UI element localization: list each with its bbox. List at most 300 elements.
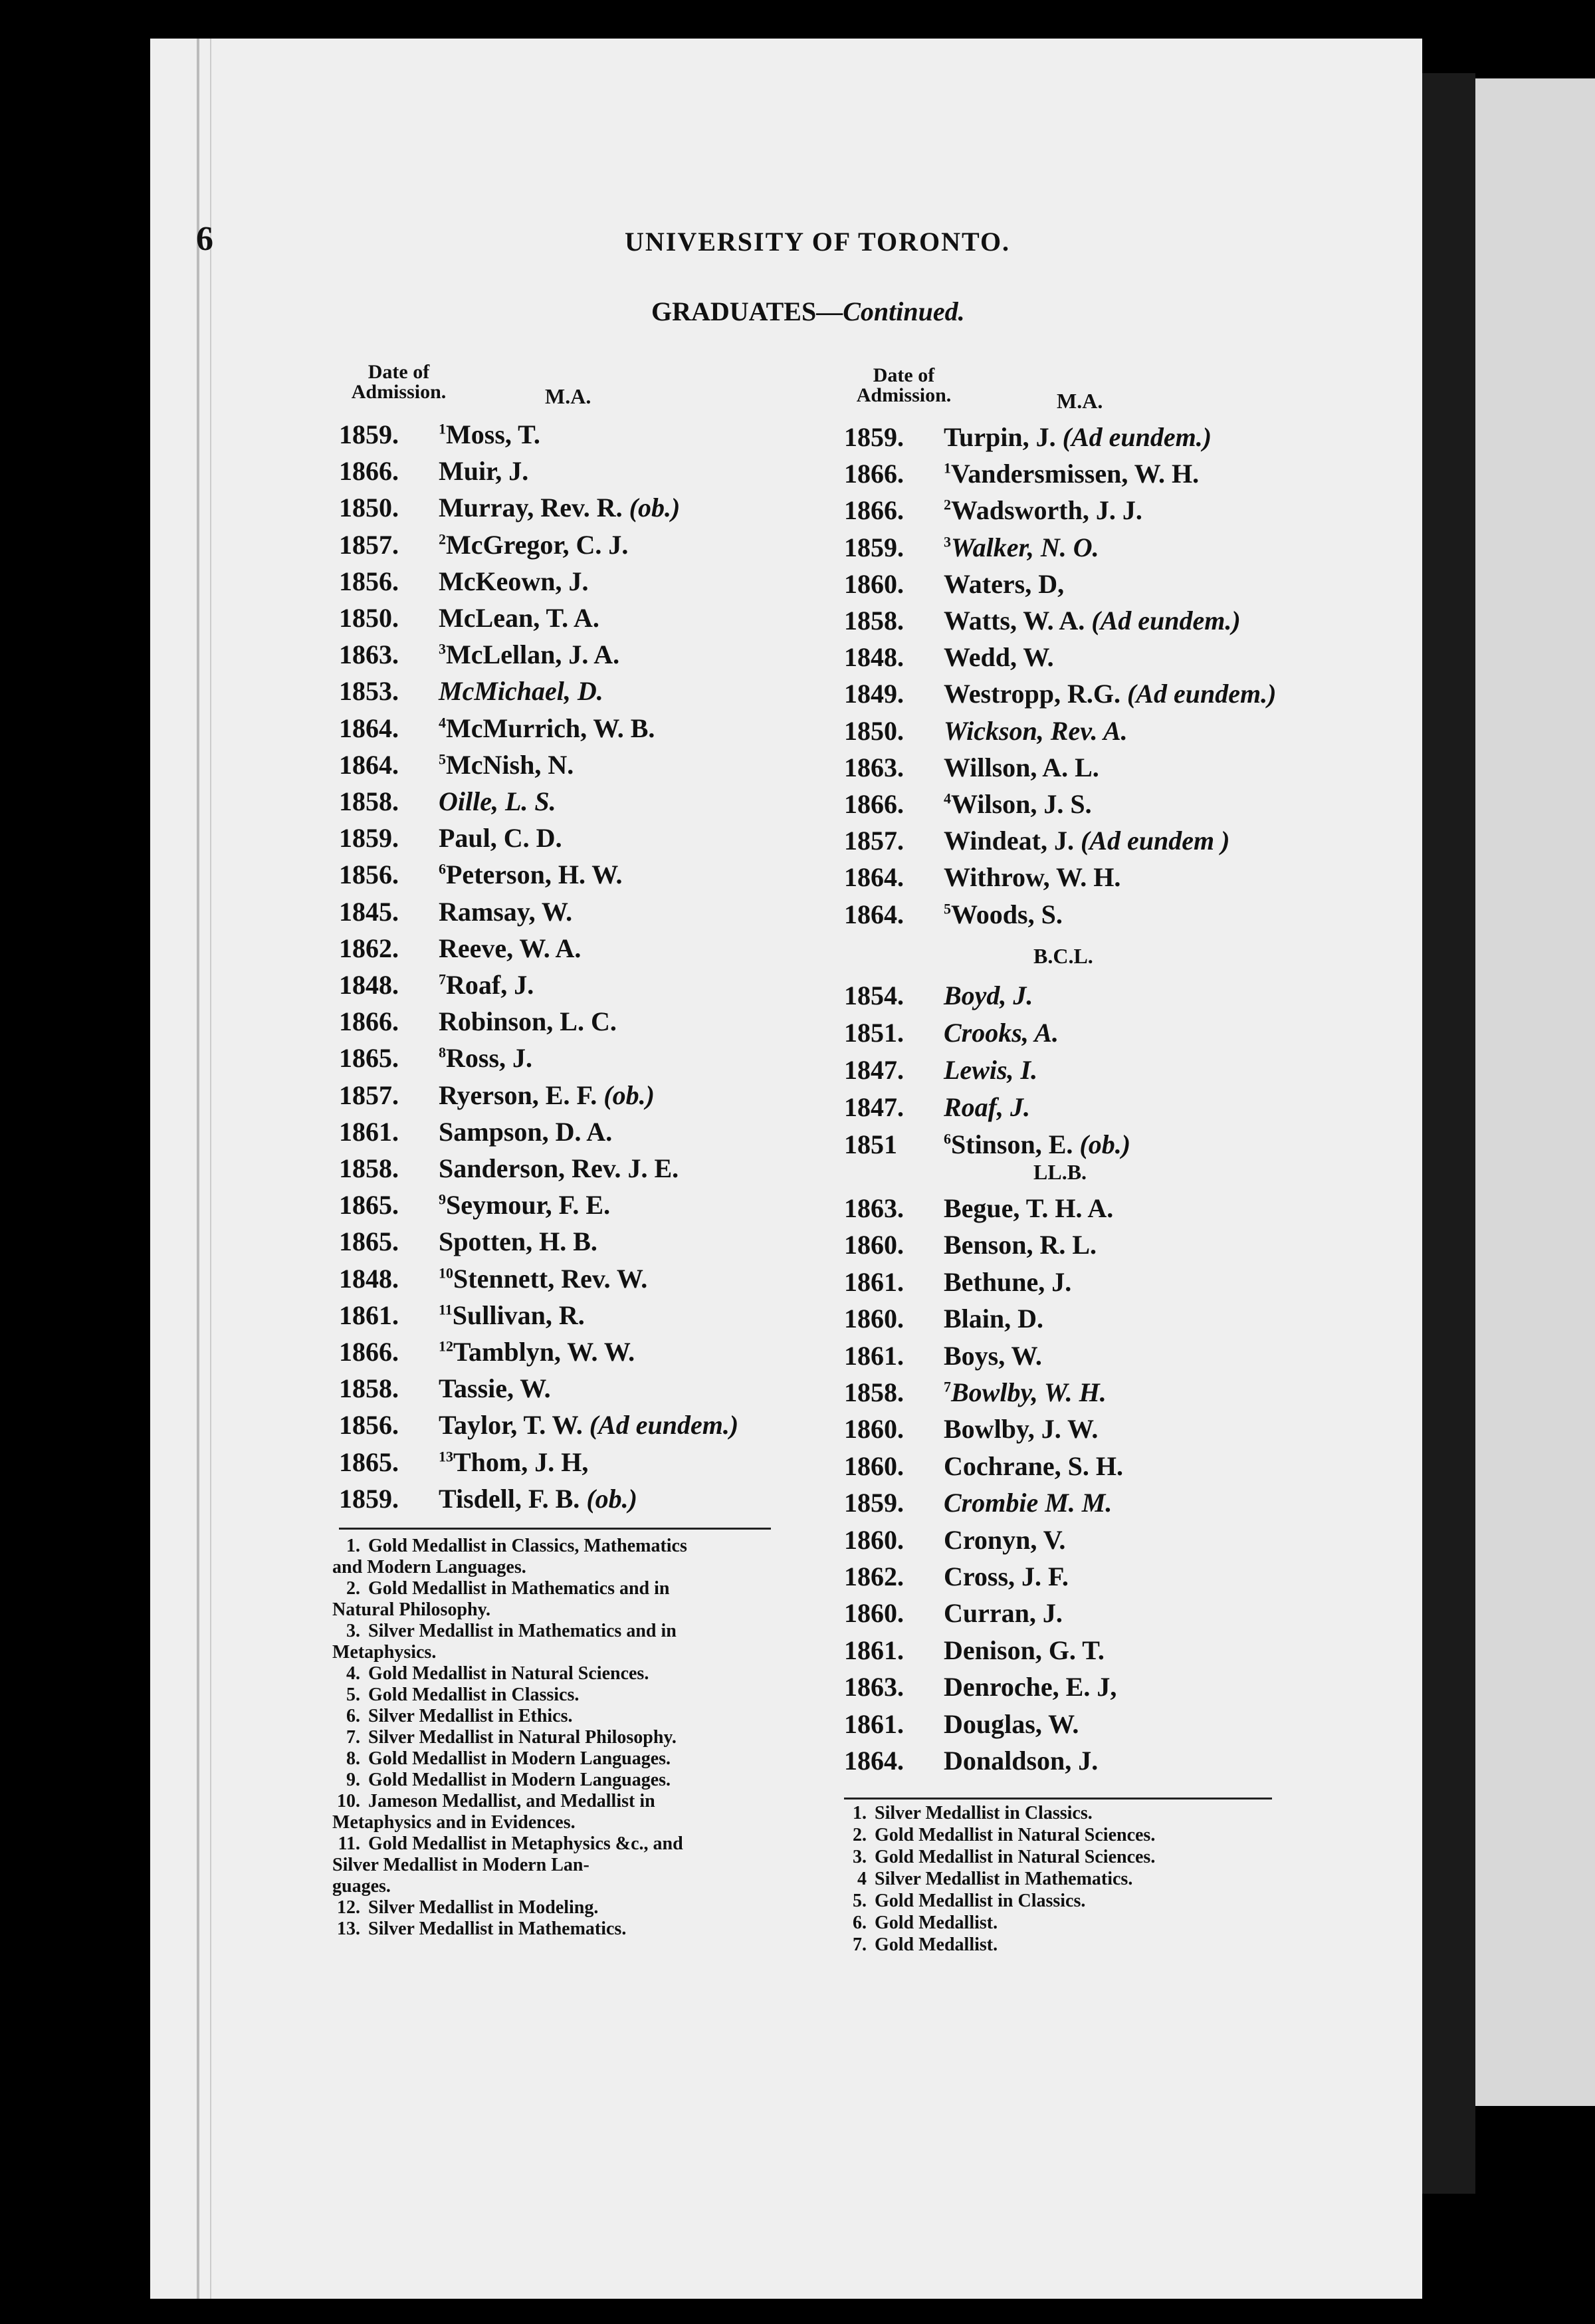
section-title-italic: Continued. xyxy=(843,296,965,326)
footnote-number: 6. xyxy=(346,1706,360,1726)
graduate-name: Moss, T. xyxy=(446,419,540,449)
footnote-mark: 2 xyxy=(439,530,446,548)
list-item xyxy=(339,491,680,525)
degree-note: (Ad eundem.) xyxy=(1091,606,1241,636)
footnote-mark: 3 xyxy=(944,533,951,550)
admission-year: 1858. xyxy=(339,1153,399,1183)
footnote-mark: 10 xyxy=(439,1264,453,1282)
footnote-mark: 5 xyxy=(439,751,446,768)
list-item xyxy=(339,931,581,966)
list-item xyxy=(844,860,1120,895)
list-item xyxy=(844,1449,1123,1484)
graduate-name: Bowlby, J. W. xyxy=(944,1414,1099,1445)
degree-note: (ob.) xyxy=(586,1483,637,1514)
list-item xyxy=(339,784,556,819)
footnote-text: Silver Medallist in Modern Lan- xyxy=(332,1855,589,1875)
list-item xyxy=(844,1090,1030,1125)
admission-year: 1863. xyxy=(844,1672,904,1702)
graduate-name: Walker, N. O. xyxy=(951,532,1099,562)
footnote-line xyxy=(332,1918,626,1940)
admission-year: 1850. xyxy=(339,493,399,523)
admission-year: 1859. xyxy=(339,823,399,854)
footnote-line xyxy=(332,1770,671,1791)
admission-year: 1858. xyxy=(844,606,904,636)
footnote-text: Gold Medallist. xyxy=(875,1934,998,1955)
footnote-line xyxy=(839,1825,1155,1846)
graduate-name: Curran, J. xyxy=(944,1598,1063,1629)
list-item xyxy=(844,1228,1097,1262)
footnote-line xyxy=(332,1833,683,1855)
list-item xyxy=(844,1670,1116,1704)
degree-note: (Ad eundem ) xyxy=(1080,826,1230,856)
list-item xyxy=(339,1298,585,1333)
list-item xyxy=(844,979,1033,1013)
graduate-name: Westropp, R.G. xyxy=(944,679,1120,709)
admission-year: 1845. xyxy=(339,896,399,927)
admission-year: 1860. xyxy=(844,1414,904,1445)
section-title xyxy=(651,296,965,327)
graduate-name: Roaf, J. xyxy=(944,1092,1030,1122)
admission-year: 1847. xyxy=(844,1092,904,1122)
admission-year: 1850. xyxy=(844,715,904,746)
footnote-line xyxy=(332,1599,490,1621)
footnote-line xyxy=(839,1913,998,1934)
right-column-header xyxy=(844,366,964,406)
list-item xyxy=(844,1302,1043,1336)
bcl-heading: B.C.L. xyxy=(1033,944,1093,968)
footnote-line xyxy=(332,1578,669,1599)
page-number: 6 xyxy=(196,220,213,258)
list-item xyxy=(339,895,572,929)
admission-year: 1858. xyxy=(339,1373,399,1404)
list-item xyxy=(339,1151,679,1186)
footnote-number: 13. xyxy=(337,1918,360,1939)
book-spine-shadow xyxy=(1422,73,1475,2194)
admission-year: 1865. xyxy=(339,1043,399,1074)
right-head-date: Date of xyxy=(873,364,935,386)
list-item xyxy=(844,640,1054,675)
graduate-name: Ross, J. xyxy=(446,1043,533,1074)
graduate-name: Lewis, I. xyxy=(944,1055,1038,1085)
list-item xyxy=(844,824,1229,858)
footnote-number: 3. xyxy=(346,1621,360,1641)
footnote-number: 2. xyxy=(346,1578,360,1599)
right-head-degree: M.A. xyxy=(1057,389,1103,413)
list-item xyxy=(844,567,1064,602)
footnote-mark: 6 xyxy=(439,861,446,878)
graduate-name: Donaldson, J. xyxy=(944,1746,1099,1776)
graduate-name: Reeve, W. A. xyxy=(439,933,582,963)
footnote-line xyxy=(332,1876,391,1897)
graduate-name: Peterson, H. W. xyxy=(446,860,623,890)
list-item xyxy=(339,711,655,746)
list-item xyxy=(844,1523,1065,1558)
admission-year: 1859. xyxy=(844,1488,904,1518)
graduate-name: Wedd, W. xyxy=(944,642,1054,673)
list-item xyxy=(844,457,1199,491)
list-item xyxy=(844,1191,1113,1226)
graduate-name: Wadsworth, J. J. xyxy=(951,495,1142,526)
footnote-mark: 4 xyxy=(439,714,446,731)
degree-note: (ob.) xyxy=(629,493,681,523)
footnote-text: Gold Medallist in Modern Languages. xyxy=(368,1770,671,1790)
graduate-name: Murray, Rev. R. xyxy=(439,493,623,523)
list-item xyxy=(844,1560,1069,1594)
admission-year: 1860. xyxy=(844,1451,904,1481)
admission-year: 1848. xyxy=(339,970,399,1000)
admission-year: 1853. xyxy=(339,676,399,707)
footnote-mark: 11 xyxy=(439,1301,453,1318)
left-head-date: Date of xyxy=(368,361,430,383)
footnote-number: 11. xyxy=(338,1833,360,1854)
graduate-name: Sanderson, Rev. J. E. xyxy=(439,1153,679,1183)
list-item xyxy=(844,714,1128,749)
graduate-name: Watts, W. A. xyxy=(944,606,1085,636)
admission-year: 1859. xyxy=(339,1483,399,1514)
graduate-name: Sullivan, R. xyxy=(452,1300,585,1330)
footnote-mark: 6 xyxy=(944,1130,951,1147)
footnote-line xyxy=(839,1847,1155,1868)
footnote-number: 4. xyxy=(346,1663,360,1684)
graduate-name: Willson, A. L. xyxy=(944,752,1099,782)
graduate-name: McLellan, J. A. xyxy=(446,639,620,670)
list-item xyxy=(339,417,540,452)
admission-year: 1861. xyxy=(844,1340,904,1371)
list-item xyxy=(844,1486,1112,1520)
footnote-text: Jameson Medallist, and Medallist in xyxy=(368,1791,655,1811)
footnote-line xyxy=(332,1663,649,1685)
admission-year: 1860. xyxy=(844,1230,904,1260)
list-item xyxy=(844,1633,1105,1668)
graduate-name: Paul, C. D. xyxy=(439,823,562,854)
graduate-name: Stennett, Rev. W. xyxy=(453,1263,648,1294)
footnote-line xyxy=(332,1897,598,1918)
left-footnote-rule xyxy=(339,1528,771,1530)
graduate-name: McKeown, J. xyxy=(439,566,589,596)
footnote-line xyxy=(332,1642,436,1663)
footnote-text: Silver Medallist in Mathematics and in xyxy=(368,1621,677,1641)
list-item xyxy=(339,1115,612,1149)
footnote-text: Gold Medallist in Classics. xyxy=(368,1685,580,1705)
footnote-line xyxy=(839,1803,1093,1824)
graduate-name: Seymour, F. E. xyxy=(446,1190,611,1220)
list-item xyxy=(844,420,1212,455)
graduate-name: Thom, J. H, xyxy=(453,1447,589,1477)
admission-year: 1856. xyxy=(339,860,399,890)
list-item xyxy=(844,530,1099,565)
running-header: UNIVERSITY OF TORONTO. xyxy=(625,227,1011,257)
graduate-name: Cross, J. F. xyxy=(944,1562,1069,1591)
footnote-number: 4 xyxy=(857,1869,867,1889)
footnote-line xyxy=(332,1727,677,1748)
list-item xyxy=(844,1596,1063,1631)
admission-year: 1858. xyxy=(339,786,399,816)
list-item xyxy=(339,821,562,856)
graduate-name: Cochrane, S. H. xyxy=(944,1451,1123,1481)
admission-year: 1860. xyxy=(844,568,904,599)
graduate-name: Crombie M. M. xyxy=(944,1488,1113,1518)
graduate-name: Roaf, J. xyxy=(446,970,534,1000)
list-item xyxy=(339,564,589,599)
graduate-name: McLean, T. A. xyxy=(439,603,599,633)
footnote-number: 8. xyxy=(346,1748,360,1769)
list-item xyxy=(339,454,528,489)
list-item xyxy=(339,674,603,709)
admission-year: 1864. xyxy=(844,899,904,929)
admission-year: 1850. xyxy=(339,603,399,633)
admission-year: 1859. xyxy=(339,419,399,449)
footnote-text: Gold Medallist in Classics. xyxy=(875,1891,1086,1911)
graduate-name: Cronyn, V. xyxy=(944,1524,1066,1555)
admission-year: 1860. xyxy=(844,1598,904,1629)
graduate-name: McMichael, D. xyxy=(439,676,603,707)
degree-note: (Ad eundem.) xyxy=(1062,422,1212,452)
admission-year: 1863. xyxy=(339,639,399,670)
list-item xyxy=(844,1744,1098,1778)
degree-note: (Ad eundem.) xyxy=(1126,679,1277,709)
admission-year: 1848. xyxy=(339,1263,399,1294)
footnote-line xyxy=(332,1791,655,1812)
admission-year: 1851 xyxy=(844,1129,897,1159)
graduate-name: Windeat, J. xyxy=(944,826,1074,856)
admission-year: 1860. xyxy=(844,1524,904,1555)
footnote-number: 1. xyxy=(346,1536,360,1556)
degree-note: (ob.) xyxy=(1079,1129,1131,1159)
footnote-text: Metaphysics. xyxy=(332,1642,437,1663)
list-item xyxy=(339,1482,637,1516)
graduate-name: Wickson, Rev. A. xyxy=(944,715,1128,746)
list-item xyxy=(844,1127,1130,1162)
page-binding-line xyxy=(197,39,199,2299)
page-binding-line xyxy=(210,39,211,2299)
list-item xyxy=(339,1371,551,1406)
list-item xyxy=(339,1335,635,1369)
admission-year: 1854. xyxy=(844,981,904,1010)
graduate-name: Ramsay, W. xyxy=(439,896,573,927)
admission-year: 1858. xyxy=(844,1377,904,1407)
admission-year: 1865. xyxy=(339,1190,399,1220)
list-item xyxy=(339,1224,597,1259)
footnote-mark: 12 xyxy=(439,1337,453,1355)
graduate-name: Spotten, H. B. xyxy=(439,1226,597,1257)
admission-year: 1849. xyxy=(844,679,904,709)
footnote-mark: 1 xyxy=(944,459,951,477)
footnote-text: and Modern Languages. xyxy=(332,1557,526,1577)
admission-year: 1864. xyxy=(844,862,904,893)
graduate-name: Boyd, J. xyxy=(944,981,1033,1010)
footnote-number: 3. xyxy=(853,1847,867,1867)
footnote-text: Silver Medallist in Modeling. xyxy=(368,1897,599,1918)
admission-year: 1864. xyxy=(339,713,399,743)
graduate-name: Robinson, L. C. xyxy=(439,1006,617,1037)
admission-year: 1851. xyxy=(844,1018,904,1048)
admission-year: 1862. xyxy=(844,1562,904,1591)
list-item xyxy=(339,748,574,782)
footnote-line xyxy=(839,1891,1085,1912)
graduate-name: Woods, S. xyxy=(951,899,1063,929)
list-item xyxy=(844,677,1276,711)
graduate-name: Waters, D, xyxy=(944,568,1065,599)
left-column-header xyxy=(339,362,459,402)
list-item xyxy=(844,897,1063,932)
footnote-mark: 13 xyxy=(439,1448,453,1465)
footnote-text: Metaphysics and in Evidences. xyxy=(332,1812,576,1833)
footnote-mark: 3 xyxy=(439,640,446,657)
admission-year: 1866. xyxy=(339,1337,399,1367)
list-item xyxy=(844,1016,1059,1050)
graduate-name: Ryerson, E. F. xyxy=(439,1080,597,1110)
graduate-name: McGregor, C. J. xyxy=(446,529,629,560)
list-item xyxy=(339,1445,588,1480)
graduate-name: Stinson, E. xyxy=(951,1129,1073,1159)
list-item xyxy=(844,1053,1037,1088)
footnote-mark: 5 xyxy=(944,900,951,917)
admission-year: 1863. xyxy=(844,1193,904,1223)
footnote-line xyxy=(839,1934,998,1956)
llb-heading: LL.B. xyxy=(1033,1160,1087,1184)
graduate-name: McMurrich, W. B. xyxy=(446,713,655,743)
list-item xyxy=(844,751,1099,785)
footnote-mark: 4 xyxy=(944,790,951,807)
list-item xyxy=(339,858,623,892)
graduate-name: Crooks, A. xyxy=(944,1018,1059,1048)
list-item xyxy=(339,968,534,1002)
footnote-mark: 1 xyxy=(439,420,446,437)
footnote-line xyxy=(332,1536,687,1557)
footnote-number: 12. xyxy=(337,1897,360,1918)
list-item xyxy=(339,528,628,562)
admission-year: 1863. xyxy=(844,752,904,782)
list-item xyxy=(339,601,599,636)
footnote-mark: 9 xyxy=(439,1191,446,1208)
footnote-text: Gold Medallist in Natural Sciences. xyxy=(875,1847,1156,1867)
admission-year: 1865. xyxy=(339,1226,399,1257)
footnote-text: Gold Medallist in Metaphysics &c., and xyxy=(368,1833,683,1854)
graduate-name: Bethune, J. xyxy=(944,1266,1072,1297)
footnote-text: Silver Medallist in Classics. xyxy=(875,1803,1093,1823)
degree-note: (Ad eundem.) xyxy=(589,1410,739,1441)
graduate-name: Douglas, W. xyxy=(944,1708,1079,1739)
footnote-line xyxy=(332,1706,573,1727)
admission-year: 1859. xyxy=(844,532,904,562)
admission-year: 1865. xyxy=(339,1447,399,1477)
list-item xyxy=(339,638,619,672)
admission-year: 1864. xyxy=(339,749,399,780)
footnote-mark: 7 xyxy=(439,971,446,988)
graduate-name: Taylor, T. W. xyxy=(439,1410,583,1441)
graduate-name: Denison, G. T. xyxy=(944,1635,1105,1665)
admission-year: 1856. xyxy=(339,566,399,596)
footnote-line xyxy=(332,1812,576,1833)
footnote-number: 7. xyxy=(853,1934,867,1955)
footnote-text: Silver Medallist in Ethics. xyxy=(368,1706,573,1726)
left-head-degree: M.A. xyxy=(545,384,591,408)
footnote-line xyxy=(332,1557,526,1578)
degree-note: (ob.) xyxy=(603,1080,655,1110)
footnote-number: 6. xyxy=(853,1913,867,1933)
admission-year: 1866. xyxy=(844,495,904,526)
graduate-name: Sampson, D. A. xyxy=(439,1116,613,1147)
graduate-name: Bowlby, W. H. xyxy=(951,1377,1107,1407)
list-item xyxy=(339,1408,738,1443)
graduate-name: Tamblyn, W. W. xyxy=(453,1337,635,1367)
footnote-text: guages. xyxy=(332,1876,391,1897)
admission-year: 1847. xyxy=(844,1055,904,1085)
graduate-name: Benson, R. L. xyxy=(944,1230,1097,1260)
admission-year: 1864. xyxy=(844,1746,904,1776)
graduate-name: Tisdell, F. B. xyxy=(439,1483,580,1514)
graduate-name: Blain, D. xyxy=(944,1304,1044,1334)
footnote-number: 10. xyxy=(337,1791,360,1811)
admission-year: 1866. xyxy=(339,1006,399,1037)
footnote-text: Natural Philosophy. xyxy=(332,1599,491,1620)
graduate-name: Vandersmissen, W. H. xyxy=(951,459,1200,489)
footnote-number: 5. xyxy=(346,1685,360,1705)
admission-year: 1862. xyxy=(339,933,399,963)
footnote-text: Gold Medallist in Mathematics and in xyxy=(368,1578,670,1599)
footnote-text: Gold Medallist. xyxy=(875,1913,998,1933)
footnote-number: 1. xyxy=(853,1803,867,1823)
admission-year: 1860. xyxy=(844,1304,904,1334)
admission-year: 1857. xyxy=(339,529,399,560)
graduate-name: Withrow, W. H. xyxy=(944,862,1121,893)
admission-year: 1861. xyxy=(844,1708,904,1739)
graduate-name: Wilson, J. S. xyxy=(951,789,1092,819)
footnote-text: Silver Medallist in Mathematics. xyxy=(368,1918,627,1939)
graduate-name: Muir, J. xyxy=(439,456,529,487)
list-item xyxy=(339,1004,617,1039)
list-item xyxy=(844,1412,1098,1447)
admission-year: 1856. xyxy=(339,1410,399,1441)
footnote-mark: 2 xyxy=(944,497,951,514)
footnote-text: Gold Medallist in Natural Sciences. xyxy=(368,1663,649,1684)
footnote-text: Gold Medallist in Modern Languages. xyxy=(368,1748,671,1769)
footnote-line xyxy=(332,1621,677,1642)
footnote-text: Silver Medallist in Mathematics. xyxy=(875,1869,1133,1889)
opposite-page-edge xyxy=(1475,78,1595,2106)
list-item xyxy=(844,1265,1071,1300)
admission-year: 1848. xyxy=(844,642,904,673)
footnote-number: 2. xyxy=(853,1825,867,1845)
admission-year: 1866. xyxy=(844,789,904,819)
graduate-name: Turpin, J. xyxy=(944,422,1056,452)
left-head-admission: Admission. xyxy=(351,381,447,403)
footnote-line xyxy=(332,1685,579,1706)
admission-year: 1861. xyxy=(844,1635,904,1665)
list-item xyxy=(339,1262,647,1296)
list-item xyxy=(844,787,1092,822)
list-item xyxy=(339,1041,532,1076)
graduate-name: Boys, W. xyxy=(944,1340,1042,1371)
list-item xyxy=(844,604,1241,638)
admission-year: 1857. xyxy=(339,1080,399,1110)
right-footnote-rule xyxy=(844,1798,1272,1800)
admission-year: 1859. xyxy=(844,422,904,452)
admission-year: 1866. xyxy=(844,459,904,489)
graduate-name: Tassie, W. xyxy=(439,1373,551,1404)
footnote-number: 7. xyxy=(346,1727,360,1748)
footnote-text: Silver Medallist in Natural Philosophy. xyxy=(368,1727,677,1748)
graduate-name: Begue, T. H. A. xyxy=(944,1193,1114,1223)
graduate-name: Denroche, E. J, xyxy=(944,1672,1117,1702)
list-item xyxy=(844,1339,1042,1373)
list-item xyxy=(339,1078,655,1113)
list-item xyxy=(339,1188,610,1222)
graduate-name: McNish, N. xyxy=(446,749,574,780)
list-item xyxy=(844,493,1142,528)
footnote-text: Gold Medallist in Natural Sciences. xyxy=(875,1825,1156,1845)
graduate-name: Oille, L. S. xyxy=(439,786,556,816)
